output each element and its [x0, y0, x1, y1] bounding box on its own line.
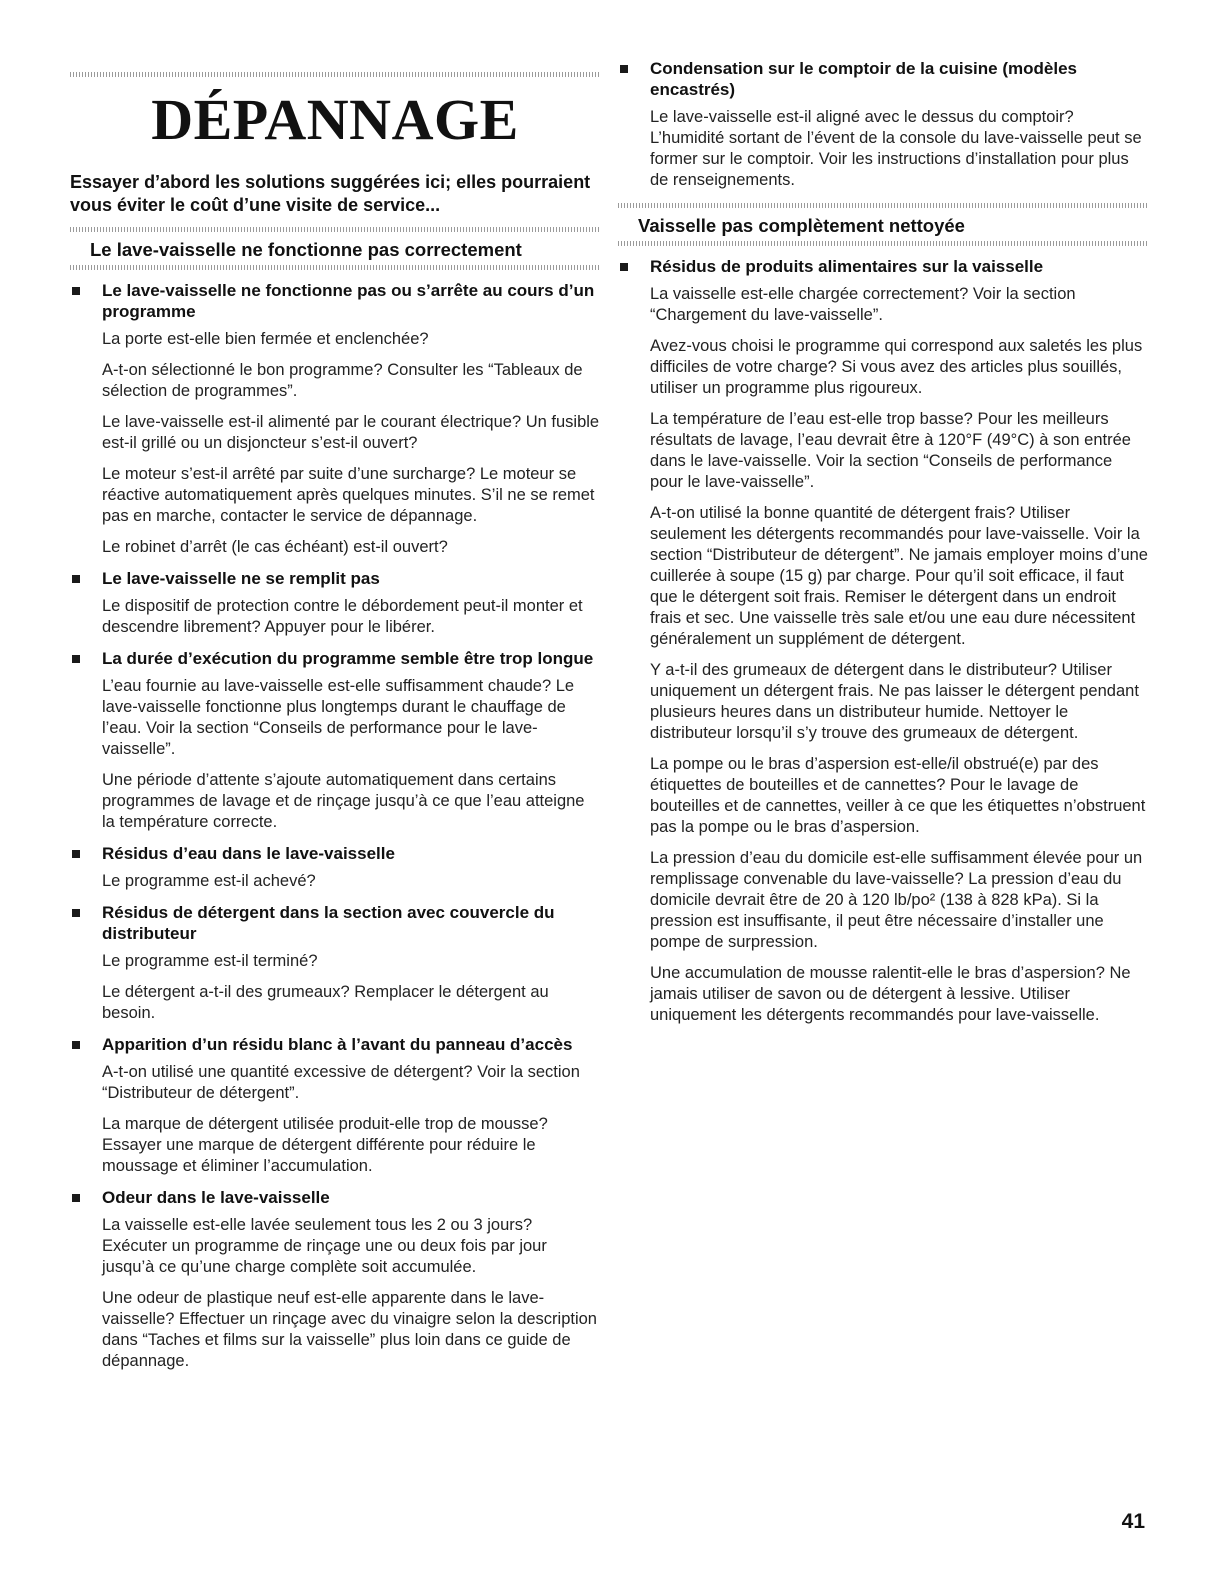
- top-rule: [70, 72, 600, 77]
- issue-paragraph: Le dispositif de protection contre le débordement peut-il monter et descendre librement? Appuyer pour le libérer.: [102, 597, 583, 636]
- bullet-icon: [72, 1041, 80, 1049]
- bullet-icon: [72, 655, 80, 663]
- left-column: [70, 0, 600, 1382]
- issue-paragraph: Une période d’attente s’ajoute automatiquement dans certains programmes de lavage et de rinçage jusqu’à ce que l’eau atteigne la température correcte.: [102, 771, 585, 831]
- issue-paragraph: La porte est-elle bien fermée et enclenchée?: [102, 330, 429, 348]
- issue-title: Résidus de détergent dans la section avec couvercle du distributeur: [102, 903, 555, 943]
- issue-item: [618, 58, 1148, 191]
- issue-item: [70, 568, 600, 638]
- bullet-icon: [72, 1194, 80, 1202]
- issue-paragraph: Avez-vous choisi le programme qui correspond aux saletés les plus difficiles de votre charge? Si vous avez des articles plus souillés, utiliser un programme plus rigoureux.: [650, 337, 1143, 397]
- issue-title: Le lave-vaisselle ne se remplit pas: [102, 569, 380, 588]
- issue-list: [618, 256, 1148, 1026]
- issue-item: [618, 256, 1148, 1026]
- issue-item: [70, 648, 600, 833]
- intro-text: Essayer d’abord les solutions suggérées ici; elles pourraient vous éviter le coût d’une visite de service...: [70, 172, 591, 215]
- issue-paragraph: Le détergent a-t-il des grumeaux? Remplacer le détergent au besoin.: [102, 983, 549, 1022]
- section-rule-bottom: [70, 265, 600, 270]
- issue-paragraph: La pompe ou le bras d’aspersion est-elle/il obstrué(e) par des étiquettes de bouteilles et de cannettes? Pour le lavage de bouteilles et de cannettes, veiller à ce que les étiquettes n’obstruent pas la pompe ou le bras d’aspersion.: [650, 755, 1146, 836]
- issue-paragraph: La température de l’eau est-elle trop basse? Pour les meilleurs résultats de lavage, l’eau devrait être à 120°F (49°C) à son entrée dans le lave-vaisselle. Voir la section “Conseils de performance pour le lave-vaisselle”.: [650, 410, 1131, 491]
- bullet-icon: [620, 263, 628, 271]
- section-heading: Le lave-vaisselle ne fonctionne pas correctement: [90, 239, 522, 260]
- issue-title: Odeur dans le lave-vaisselle: [102, 1188, 330, 1207]
- issue-title: La durée d’exécution du programme semble être trop longue: [102, 649, 594, 668]
- section-rule-top: [618, 203, 1148, 208]
- section-rule-bottom: [618, 241, 1148, 246]
- bullet-icon: [72, 287, 80, 295]
- issue-paragraph: Une accumulation de mousse ralentit-elle le bras d’aspersion? Ne jamais utiliser de savon ou de détergent à lessive. Utiliser uniquement les détergents recommandés pour lave-vaisselle.: [650, 964, 1131, 1024]
- issue-paragraph: Le programme est-il achevé?: [102, 872, 316, 890]
- issue-paragraph: Le moteur s’est-il arrêté par suite d’une surcharge? Le moteur se réactive automatiquement après quelques minutes. S’il ne se remet pas en marche, contacter le service de dépannage.: [102, 465, 595, 525]
- issue-item: [70, 902, 600, 1024]
- bullet-icon: [72, 575, 80, 583]
- right-column: [618, 0, 1148, 1036]
- page-number: 41: [1121, 1510, 1145, 1533]
- issue-item: [70, 280, 600, 558]
- issue-item: [70, 1034, 600, 1177]
- issue-paragraph: La pression d’eau du domicile est-elle suffisamment élevée pour un remplissage convenable du lave-vaisselle? La pression d’eau du domicile devrait être de 20 à 120 lb/po² (138 à 828 kPa). Si la pression est insuffisante, il peut être nécessaire d’installer une pompe de surpression.: [650, 849, 1143, 951]
- issue-paragraph: Le programme est-il terminé?: [102, 952, 318, 970]
- bullet-icon: [620, 65, 628, 73]
- issue-item: [70, 843, 600, 892]
- page-title: DÉPANNAGE: [151, 87, 519, 152]
- bullet-icon: [72, 909, 80, 917]
- issue-item: [70, 1187, 600, 1372]
- issue-title: Résidus de produits alimentaires sur la vaisselle: [650, 257, 1044, 276]
- issue-paragraph: A-t-on utilisé la bonne quantité de détergent frais? Utiliser seulement les détergents recommandés pour lave-vaisselle. Voir la section “Distributeur de détergent”. Ne jamais employer moins d’une cuillerée à soupe (15 g) par charge. Pour qu’il soit efficace, il faut que le détergent soit frais. Remiser le détergent dans un endroit frais et sec. Une vaisselle très sale et/ou une eau dure nécessitent généralement un supplément de détergent.: [650, 504, 1148, 648]
- bullet-icon: [72, 850, 80, 858]
- issue-paragraph: Y a-t-il des grumeaux de détergent dans le distributeur? Utiliser uniquement un détergent frais. Ne pas laisser le détergent pendant plusieurs heures dans un distributeur humide. Nettoyer le distributeur lorsqu’il s’y trouve des grumeaux de détergent.: [650, 661, 1139, 742]
- issue-paragraph: Le lave-vaisselle est-il aligné avec le dessus du comptoir? L’humidité sortant de l’évent de la console du lave-vaisselle peut se former sur le comptoir. Voir les instructions d’installation pour plus de renseignements.: [650, 108, 1142, 189]
- section-rule-top: [70, 227, 600, 232]
- issue-list: [70, 280, 600, 1372]
- issue-paragraph: La marque de détergent utilisée produit-elle trop de mousse? Essayer une marque de détergent différente pour réduire le moussage et éliminer l’accumulation.: [102, 1115, 548, 1175]
- issue-title: Le lave-vaisselle ne fonctionne pas ou s’arrête au cours d’un programme: [102, 281, 595, 321]
- issue-title: Résidus d’eau dans le lave-vaisselle: [102, 844, 395, 863]
- issue-paragraph: Le robinet d’arrêt (le cas échéant) est-il ouvert?: [102, 538, 448, 556]
- issue-title: Condensation sur le comptoir de la cuisine (modèles encastrés): [650, 59, 1077, 99]
- issue-paragraph: Le lave-vaisselle est-il alimenté par le courant électrique? Un fusible est-il grillé ou un disjoncteur s’est-il ouvert?: [102, 413, 600, 452]
- issue-list: [618, 58, 1148, 191]
- section-heading: Vaisselle pas complètement nettoyée: [638, 215, 965, 236]
- issue-paragraph: Une odeur de plastique neuf est-elle apparente dans le lave-vaisselle? Effectuer un rinçage avec du vinaigre selon la description dans “Taches et films sur la vaisselle” plus loin dans ce guide de dépannage.: [102, 1289, 597, 1370]
- issue-paragraph: A-t-on utilisé une quantité excessive de détergent? Voir la section “Distributeur de détergent”.: [102, 1063, 580, 1102]
- issue-paragraph: La vaisselle est-elle lavée seulement tous les 2 ou 3 jours? Exécuter un programme de rinçage une ou deux fois par jour jusqu’à ce qu’une charge complète soit accumulée.: [102, 1216, 547, 1276]
- issue-paragraph: La vaisselle est-elle chargée correctement? Voir la section “Chargement du lave-vaisselle”.: [650, 285, 1076, 324]
- issue-title: Apparition d’un résidu blanc à l’avant du panneau d’accès: [102, 1035, 573, 1054]
- issue-paragraph: L’eau fournie au lave-vaisselle est-elle suffisamment chaude? Le lave-vaisselle fonctionne plus longtemps durant le chauffage de l’eau. Voir la section “Conseils de performance pour le lave-vaisselle”.: [102, 677, 575, 758]
- issue-paragraph: A-t-on sélectionné le bon programme? Consulter les “Tableaux de sélection de programmes”.: [102, 361, 583, 400]
